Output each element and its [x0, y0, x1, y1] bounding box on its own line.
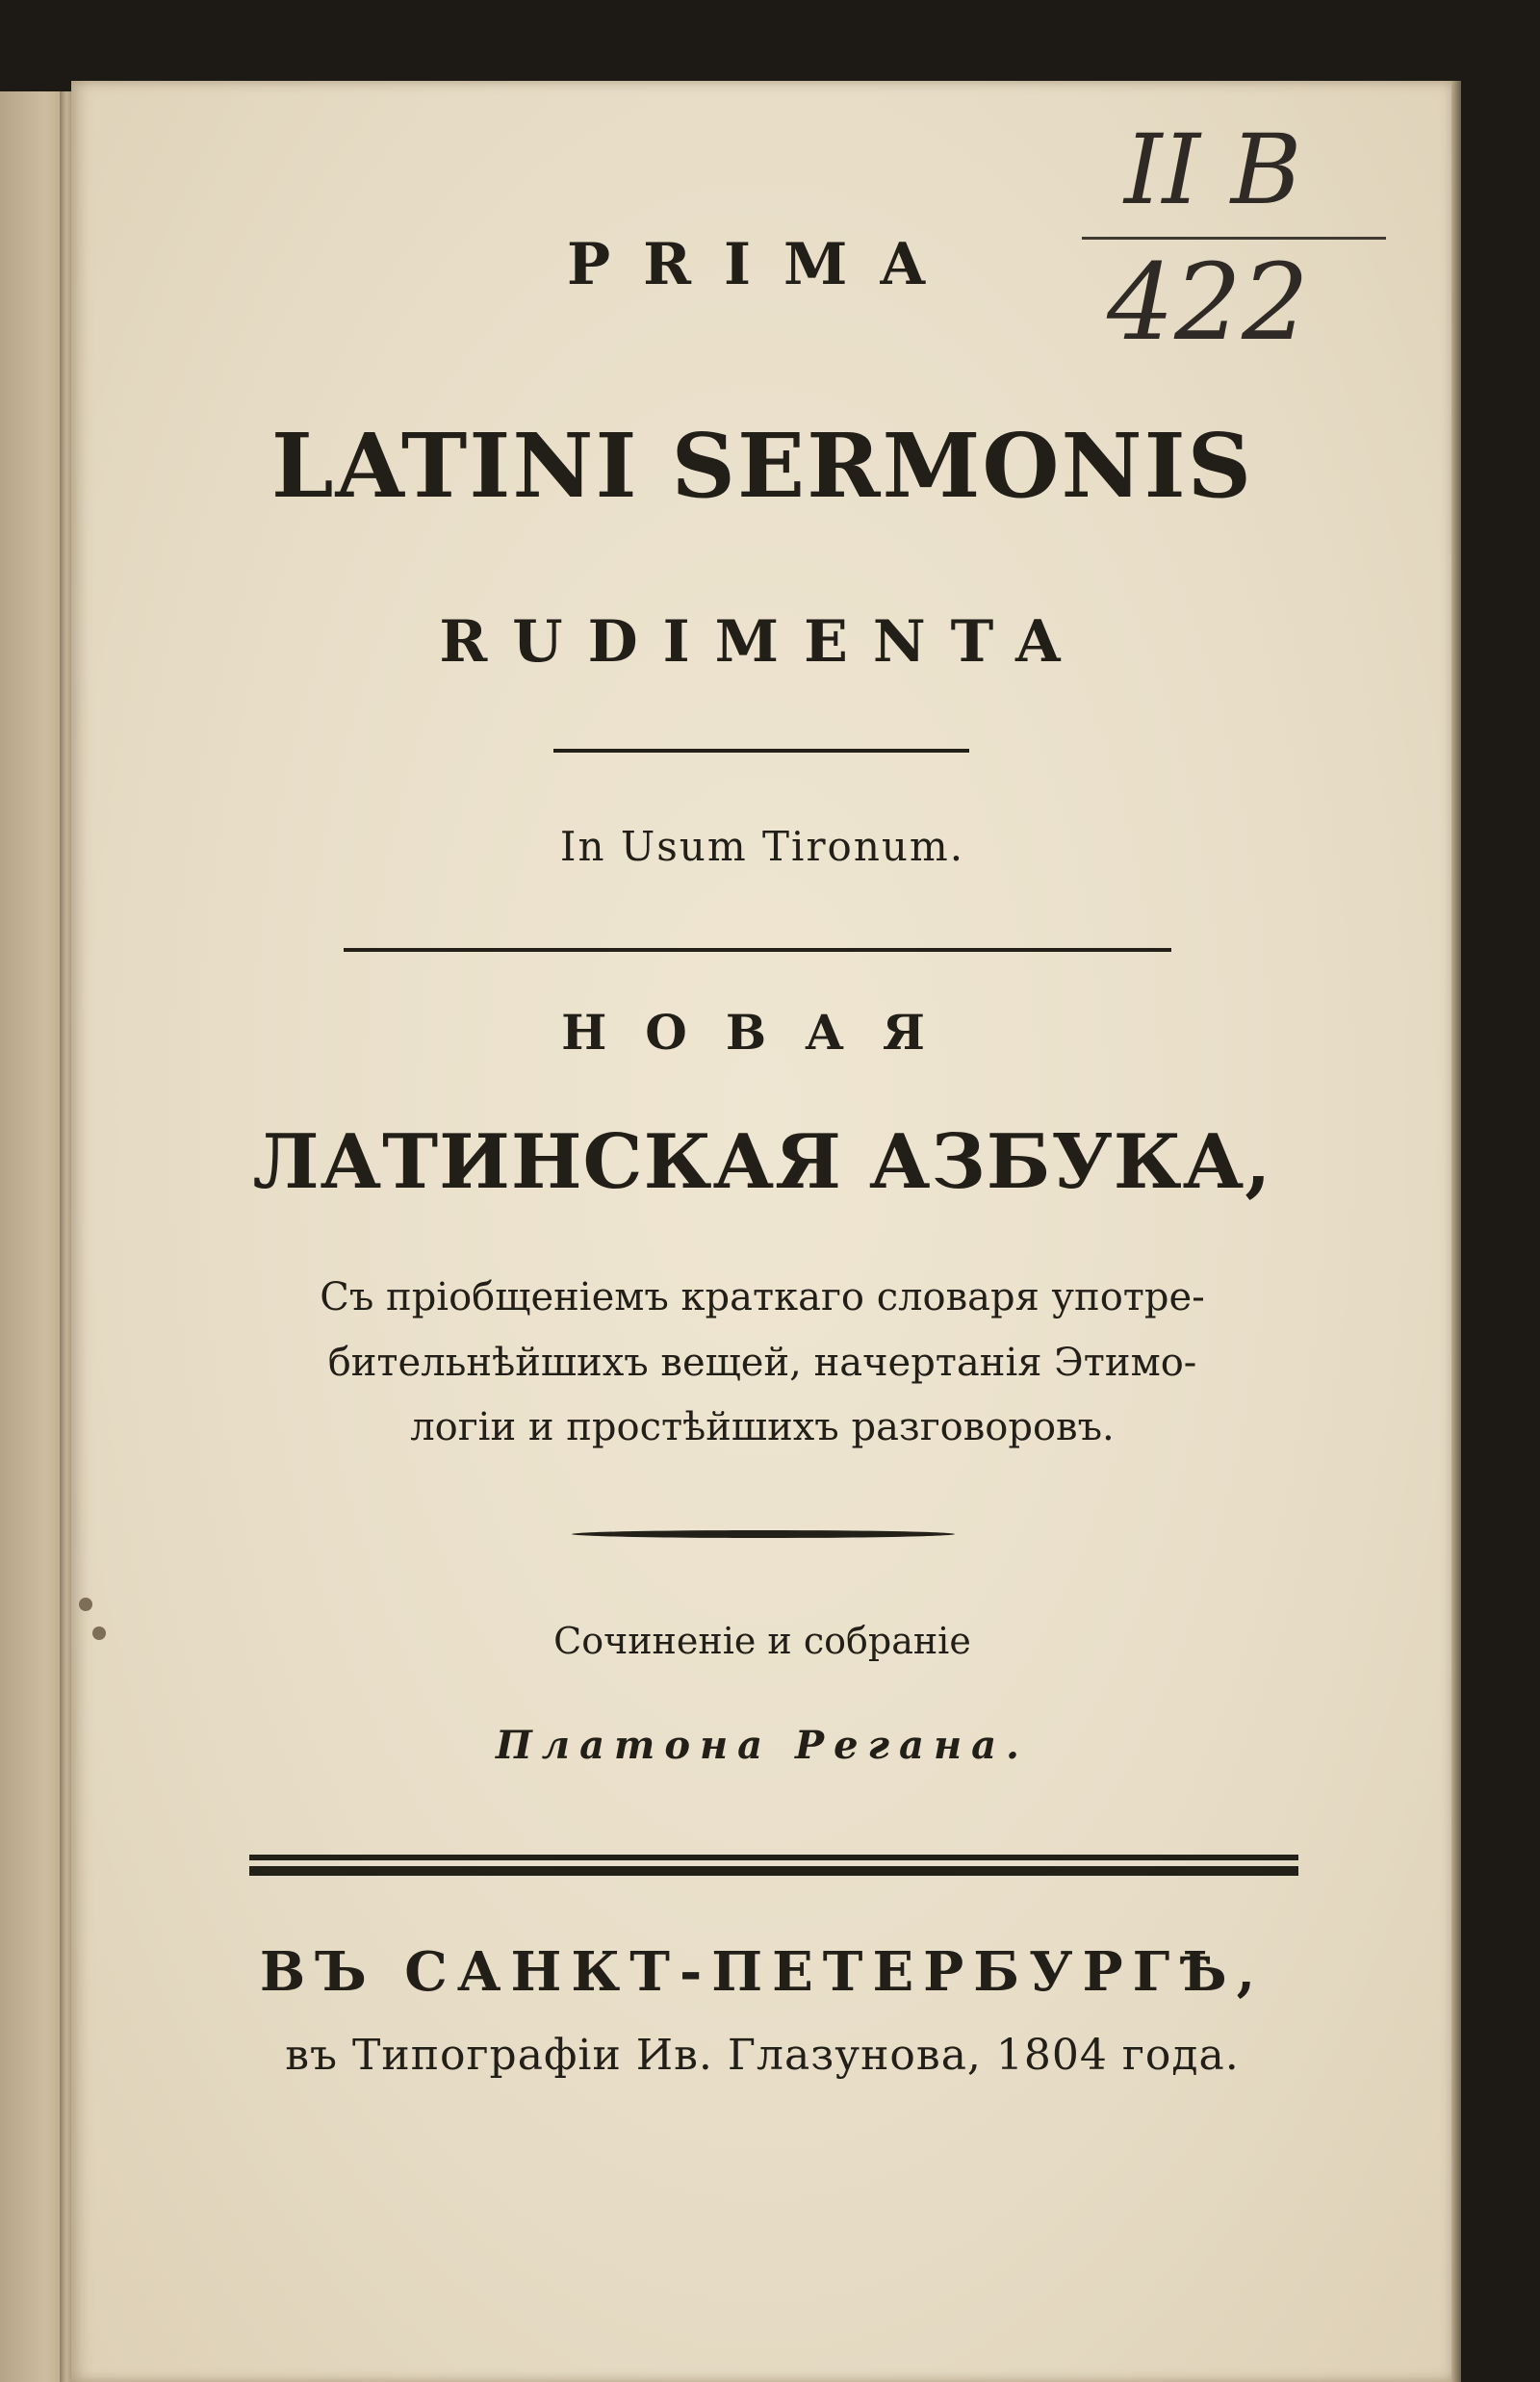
description-line: логіи и простѣйшихъ разговоровъ.: [410, 1405, 1115, 1449]
author-name: Платона Регана.: [496, 1723, 1029, 1768]
composed-by-line: Сочиненіе и собраніе: [553, 1620, 971, 1662]
latin-subtitle: In Usum Tironum.: [559, 823, 965, 870]
stitch-hole: [79, 1598, 92, 1611]
handwritten-shelfmark-line-2: 422: [1107, 241, 1309, 364]
description-line: бительнѣйшихъ вещей, начертанія Этимо-: [327, 1341, 1197, 1385]
latin-title-line-1: PRIMA: [566, 231, 958, 298]
imprint-printer: въ Типографіи Ив. Глазунова, 1804 года.: [285, 2031, 1240, 2080]
ornamental-swell-rule: [572, 1530, 955, 1538]
double-rule-thin: [249, 1855, 1298, 1860]
description-line: Съ пріобщеніемъ краткаго словаря употре-: [320, 1275, 1205, 1319]
russian-title-line-2: ЛАТИНСКАЯ АЗБУКА,: [252, 1118, 1272, 1206]
imprint-place: ВЪ САНКТ-ПЕТЕРБУРГѢ,: [259, 1940, 1266, 2004]
latin-title-line-3: RUDIMENTA: [439, 608, 1086, 676]
handwritten-shelfmark-line-1: II B: [1124, 114, 1302, 226]
divider-rule: [344, 948, 1171, 952]
latin-title-line-2: LATINI SERMONIS: [270, 414, 1254, 518]
divider-rule: [553, 749, 969, 753]
russian-title-line-1: НОВАЯ: [561, 1004, 963, 1061]
double-rule-thick: [249, 1866, 1298, 1876]
